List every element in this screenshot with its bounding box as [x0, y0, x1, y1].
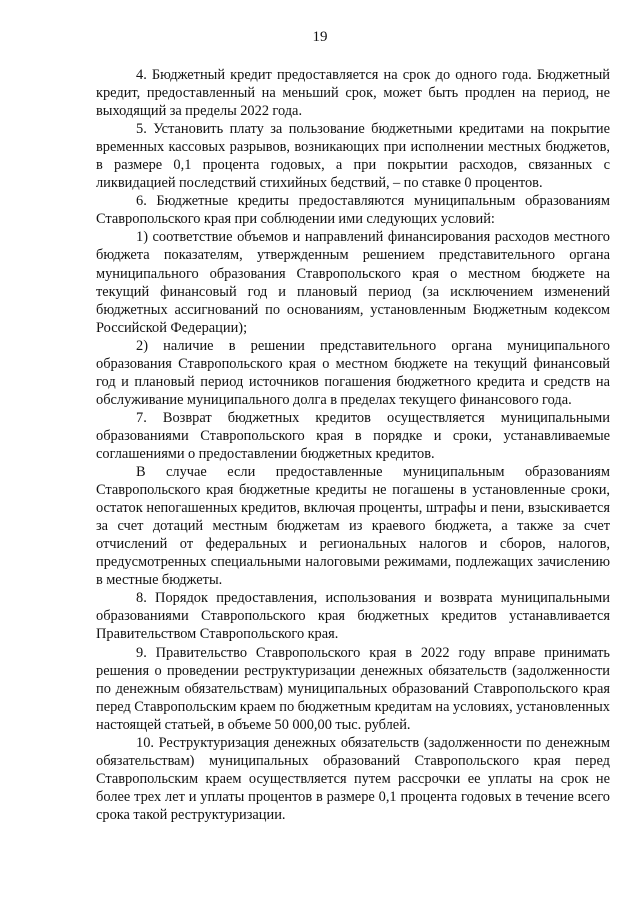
- paragraph-6-condition-2: 2) наличие в решении представительного органа муниципального образования Ставропольского края о местном бюджете на текущий финансовый год и плановый период источников погашения бюджетного кредита и средств на обслуживание муниципального долга в пределах текущего финансового года.: [96, 337, 610, 408]
- paragraph-8: 8. Порядок предоставления, использования и возврата муниципальными образованиями Ставропольского края бюджетных кредитов устанавливается Правительством Ставропольского края.: [96, 590, 610, 643]
- paragraph-10: 10. Реструктуризация денежных обязательств (задолженности по денежным обязательствам) муниципальных образований Ставропольского края перед Ставропольским краем осуществляется путем рассрочки ее уплаты на срок не более трех лет и уплаты процентов в размере 0,1 процента годовых в течение всего срока такой реструктуризации.: [96, 734, 610, 823]
- paragraph-7: 7. Возврат бюджетных кредитов осуществляется муниципальными образованиями Ставропольского края в порядке и сроки, устанавливаемые соглашениями о предоставлении бюджетных кредитов.: [96, 409, 610, 462]
- paragraph-7-continued: В случае если предоставленные муниципальным образованиям Ставропольского края бюджетные кредиты не погашены в установленные сроки, остаток непогашенных кредитов, включая проценты, штрафы и пени, взыскивается за счет дотаций местным бюджетам из краевого бюджета, а также за счет отчислений от федеральных и региональных налогов и сборов, налогов, предусмотренных специальными налоговыми режимами, подлежащих зачислению в местные бюджеты.: [96, 464, 610, 589]
- paragraph-5: 5. Установить плату за пользование бюджетными кредитами на покрытие временных кассовых разрывов, возникающих при исполнении местных бюджетов, в размере 0,1 процента годовых, а при покрытии расходов, связанных с ликвидацией последствий стихийных бедствий, – по ставке 0 процентов.: [96, 121, 610, 192]
- paragraph-6: 6. Бюджетные кредиты предоставляются муниципальным образованиям Ставропольского края при соблюдении ими следующих условий:: [96, 193, 610, 228]
- document-body: [96, 66, 610, 824]
- page-number: 19: [312, 29, 328, 45]
- paragraph-4: 4. Бюджетный кредит предоставляется на срок до одного года. Бюджетный кредит, предоставленный на меньший срок, может быть продлен на период, не выходящий за пределы 2022 года.: [96, 67, 610, 120]
- paragraph-6-condition-1: 1) соответствие объемов и направлений финансирования расходов местного бюджета показателям, утвержденным решением представительного органа муниципального образования Ставропольского края о местном бюджете на текущий финансовый год и плановый период (за исключением изменений бюджетных ассигнований по основаниям, установленным Бюджетным кодексом Российской Федерации);: [96, 229, 610, 336]
- paragraph-9: 9. Правительство Ставропольского края в 2022 году вправе принимать решения о проведении реструктуризации денежных обязательств (задолженности по денежным обязательствам) муниципальных образований Ставропольского края перед Ставропольским краем по бюджетным кредитам на условиях, установленных настоящей статьей, в объеме 50 000,00 тыс. рублей.: [96, 644, 610, 733]
